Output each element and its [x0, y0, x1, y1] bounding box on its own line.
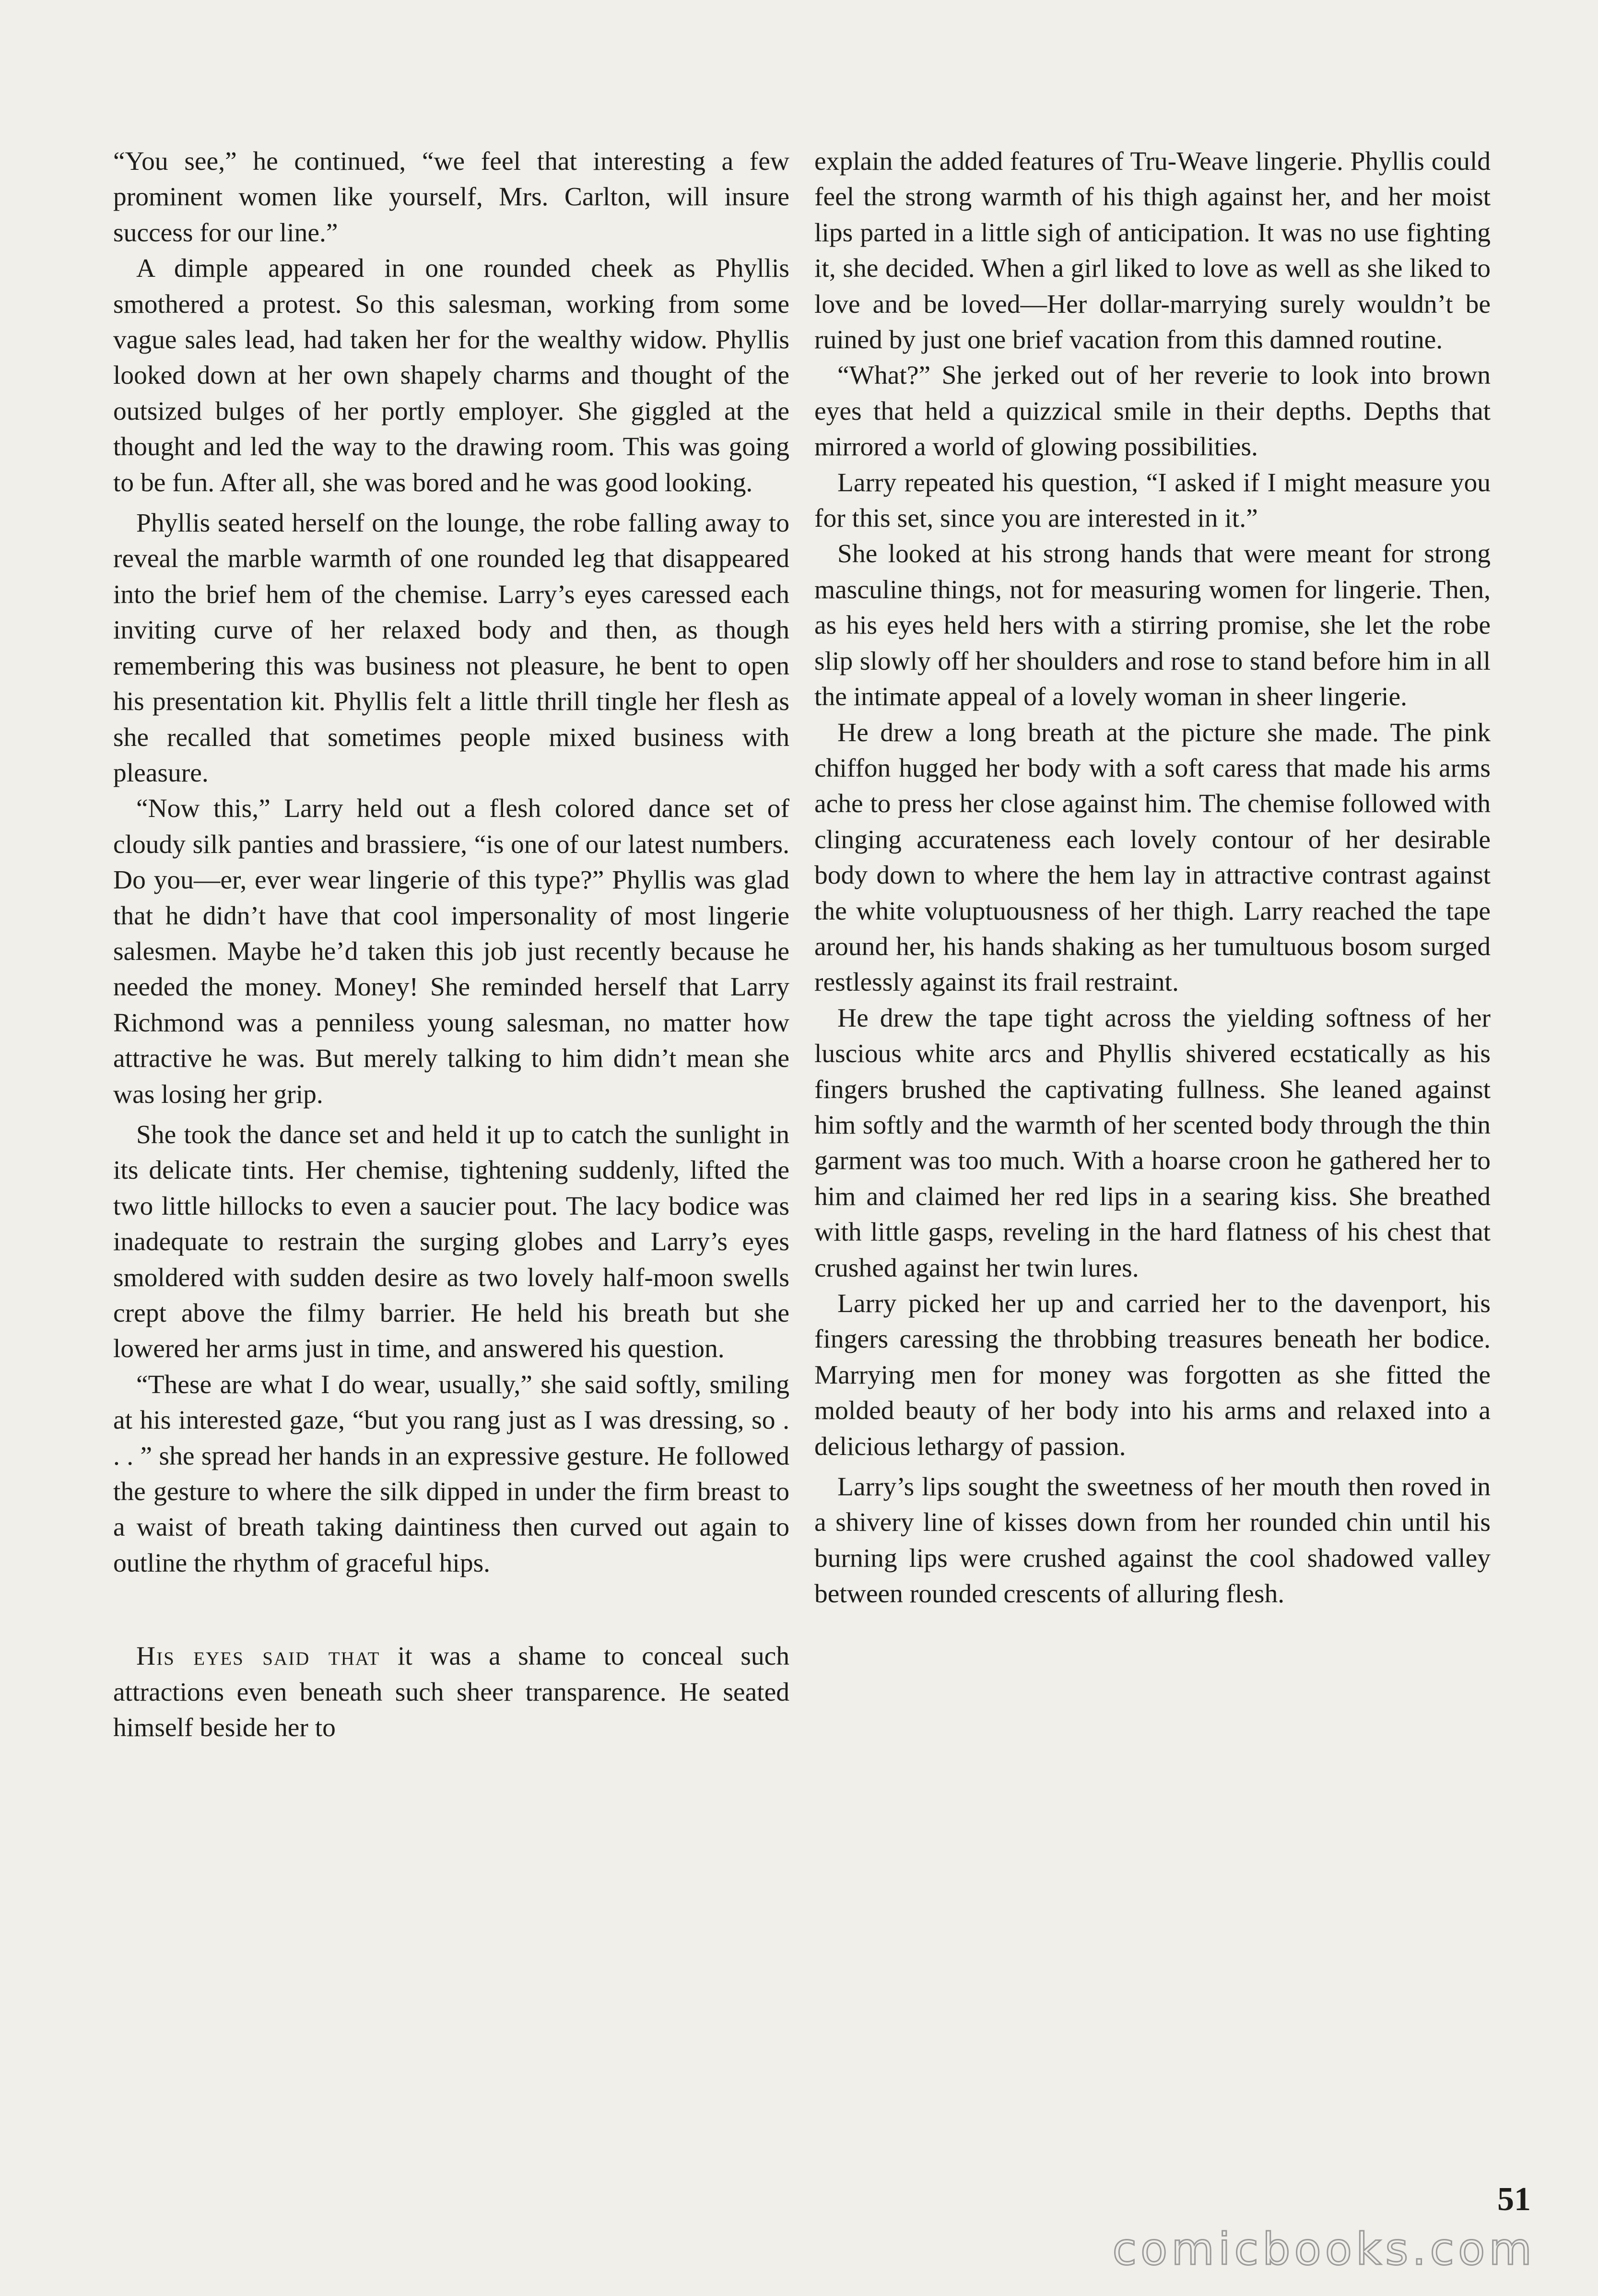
- paragraph: He drew the tape tight across the yielding softness of her luscious white arcs and Phyllis shivered ecstatically as his fingers brushed the captivating fullness. She leaned against him softly and the warmth of her scented body through the thin garment was too much. With a hoarse croon he gathered her to him and claimed her red lips in a searing kiss. She breathed with little gasps, reveling in the hard flatness of his chest that crushed against her twin lures.: [814, 1003, 1491, 1283]
- paragraph: “Now this,” Larry held out a flesh colored dance set of cloudy silk panties and brassiere, “is one of our latest numbers. Do you—er, ever wear lingerie of this type?” Phyllis was glad that he didn’t have that cool impersonality of most lingerie salesmen. Maybe he’d taken this job just recently because he needed the money. Money! She reminded herself that Larry Richmond was a penniless young salesman, no matter how attractive he was. But merely talking to him didn’t mean she was losing her grip.: [113, 794, 789, 1109]
- left-text-column: [113, 144, 789, 1746]
- paragraph: explain the added features of Tru-Weave lingerie. Phyllis could feel the strong warmth of his thigh against her, and her moist lips parted in a little sigh of anticipation. It was no use fighting it, she decided. When a girl liked to love as well as she liked to love and be loved—Her dollar-marrying surely wouldn’t be ruined by just one brief vacation from this damned routine.: [814, 147, 1491, 355]
- paragraph: Larry’s lips sought the sweetness of her mouth then roved in a shivery line of kisses down from her rounded chin until his burning lips were crushed against the cool shadowed valley between rounded crescents of alluring flesh.: [814, 1472, 1491, 1609]
- paragraph: A dimple appeared in one rounded cheek as Phyllis smothered a protest. So this salesman, working from some vague sales lead, had taken her for the wealthy widow. Phyllis looked down at her own shapely charms and thought of the outsized bulges of her portly employer. She giggled at the thought and led the way to the drawing room. This was going to be fun. After all, she was bored and he was good looking.: [113, 254, 789, 497]
- paragraph: Phyllis seated herself on the lounge, the robe falling away to reveal the marble warmth of one rounded leg that disappeared into the brief hem of the chemise. Larry’s eyes caressed each inviting curve of her relaxed body and then, as though remembering this was business not pleasure, he bent to open his presentation kit. Phyllis felt a little thrill tingle her flesh as she recalled that sometimes people mixed business with pleasure.: [113, 509, 789, 788]
- section-opening-paragraph: [113, 1639, 789, 1746]
- paragraph: He drew a long breath at the picture she made. The pink chiffon hugged her body with a soft caress that made his arms ache to press her close against him. The chemise followed with clinging accurateness each lovely contour of her desirable body down to where the hem lay in attractive contrast against the white voluptuousness of her thigh. Larry reached the tape around her, his hands shaking as her tumultuous bosom surged restlessly against its frail restraint.: [814, 718, 1491, 997]
- paragraph: “These are what I do wear, usually,” she said softly, smiling at his interested gaze, “but you rang just as I was dressing, so . . . ” she spread her hands in an expressive gesture. He followed the gesture to where the silk dipped in under the firm breast to a waist of breath taking daintiness then curved out again to outline the rhythm of graceful hips.: [113, 1370, 789, 1578]
- watermark: comicbooks.com: [1112, 2224, 1536, 2275]
- paragraph: “What?” She jerked out of her reverie to look into brown eyes that held a quizzical smile in their depths. Depths that mirrored a world of glowing possibilities.: [814, 361, 1491, 462]
- page-number: 51: [1497, 2181, 1531, 2218]
- paragraph: She took the dance set and held it up to catch the sunlight in its delicate tints. Her chemise, tightening suddenly, lifted the two little hillocks to even a saucier pout. The lacy bodice was inadequate to restrain the surging globes and Larry’s eyes smoldered with sudden desire as two lovely half-moon swells crept above the filmy barrier. He held his breath but she lowered her arms just in time, and answered his question.: [113, 1120, 789, 1364]
- paragraph-text: it was a shame to conceal such attractions even beneath such sheer transparence. He seated himself beside her to: [113, 1642, 789, 1743]
- right-text-column: [814, 144, 1491, 1612]
- paragraph: Larry repeated his question, “I asked if I might measure you for this set, since you are interested in it.”: [814, 468, 1491, 533]
- paragraph: “You see,” he continued, “we feel that interesting a few prominent women like yourself, Mrs. Carlton, will insure success for our line.”: [113, 147, 789, 248]
- paragraph: Larry picked her up and carried her to the davenport, his fingers caressing the throbbing treasures beneath her bodice. Marrying men for money was forgotten as she fitted the molded beauty of her body into his arms and relaxed into a delicious lethargy of passion.: [814, 1289, 1491, 1461]
- run-in-heading: His eyes said that: [136, 1642, 380, 1671]
- paragraph: She looked at his strong hands that were meant for strong masculine things, not for measuring women for lingerie. Then, as his eyes held hers with a stirring promise, she let the robe slip slowly off her shoulders and rose to stand before him in all the intimate appeal of a lovely woman in sheer lingerie.: [814, 539, 1491, 712]
